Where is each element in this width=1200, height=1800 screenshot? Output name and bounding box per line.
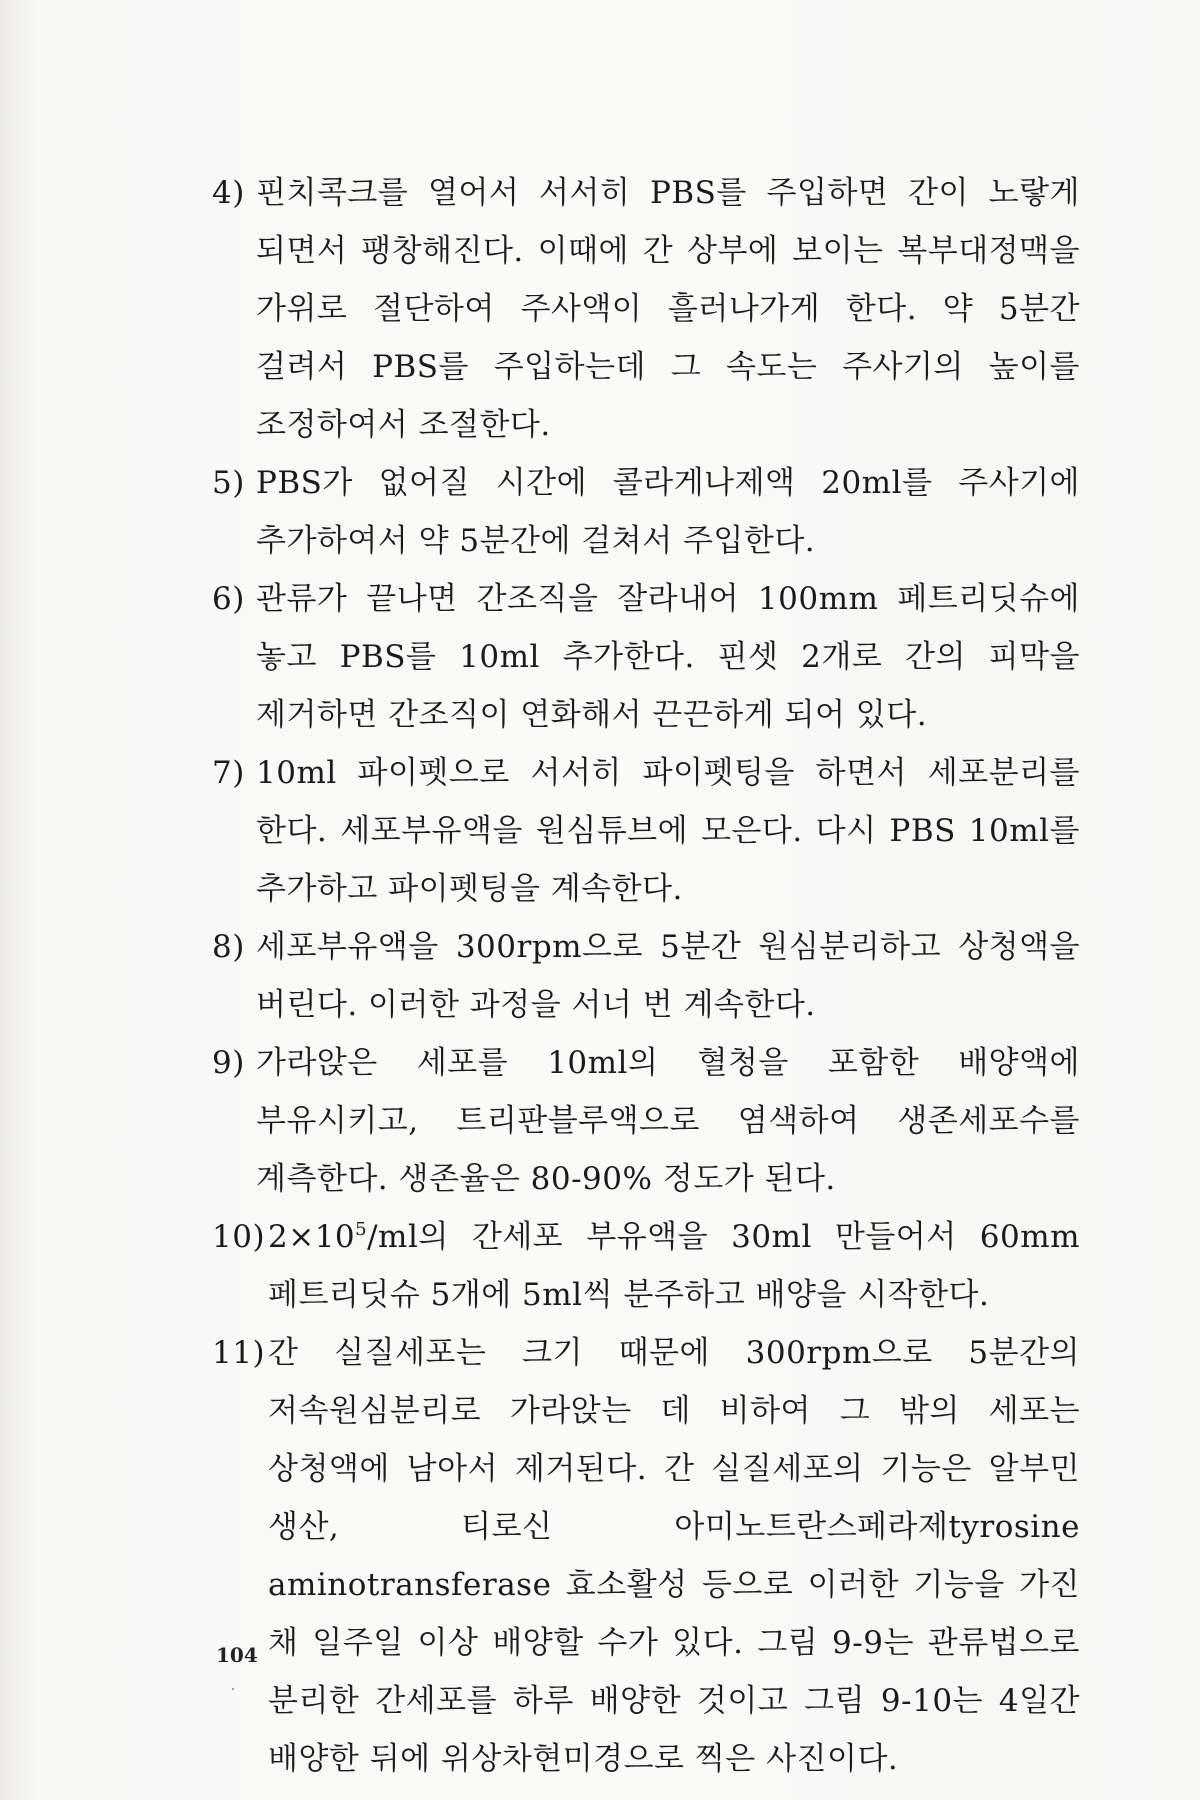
item-text: 가라앉은 세포를 10ml의 혈청을 포함한 배양액에 부유시키고, 트리판블루액으로 염색하여 생존세포수를 계측한다. 생존율은 80-90% 정도가 된다. [256,1045,1080,1197]
item-text: 간 실질세포는 크기 때문에 300rpm으로 5분간의 저속원심분리로 가라앉는 데 비하여 그 밖의 세포는 상청액에 남아서 제거된다. 간 실질세포의 기능은 알부민 생산, 티로신 아미노트란스페라제tyrosine aminotransferase 효소활성 등으로 이러한 기능을 가진 채 일주일 이상 배양할 수가 있다. 그림 9-9는 관류법으로 분리한 간세포를 하루 배양한 것이고 그림 9-10는 4일간 배양한 뒤에 위상차현미경으로 찍은 사진이다. [268,1335,1080,1777]
list-item-10 [212,1208,1080,1324]
item-number: 4) [212,175,245,211]
list-item-9 [212,1034,1080,1208]
item-number: 5) [212,465,245,501]
scan-speck [232,1688,234,1690]
page-number: 104 [216,1643,258,1667]
item-text: 세포부유액을 300rpm으로 5분간 원심분리하고 상청액을 버린다. 이러한 과정을 서너 번 계속한다. [256,929,1080,1023]
item-number: 8) [212,929,245,965]
list-item-11 [212,1324,1080,1788]
item-text-before-exponent: 2×10 [268,1219,356,1255]
item-number: 6) [212,581,245,617]
item-text-after-exponent: /ml의 간세포 부유액을 30ml 만들어서 60mm 페트리딧슈 5개에 5ml씩 분주하고 배양을 시작한다. [268,1219,1080,1313]
list-item-7 [212,744,1080,918]
item-number: 10) [212,1219,266,1255]
item-number: 7) [212,755,245,791]
list-item-5 [212,454,1080,570]
list-item-4 [212,164,1080,454]
list-item-8 [212,918,1080,1034]
item-text: 핀치콕크를 열어서 서서히 PBS를 주입하면 간이 노랗게 되면서 팽창해진다. 이때에 간 상부에 보이는 복부대정맥을 가위로 절단하여 주사액이 흘러나가게 한다. 약 5분간 걸려서 PBS를 주입하는데 그 속도는 주사기의 높이를 조정하여서 조절한다. [256,175,1080,443]
item-text [268,1208,1080,1324]
item-text: PBS가 없어질 시간에 콜라게나제액 20ml를 주사기에 추가하여서 약 5분간에 걸쳐서 주입한다. [256,465,1080,559]
document-body [212,164,1080,1788]
item-text: 관류가 끝나면 간조직을 잘라내어 100mm 페트리딧슈에 놓고 PBS를 10ml 추가한다. 핀셋 2개로 간의 피막을 제거하면 간조직이 연화해서 끈끈하게 되어 있다. [256,581,1080,733]
item-number: 9) [212,1045,245,1081]
list-item-6 [212,570,1080,744]
exponent: 5 [355,1219,368,1240]
item-text: 10ml 파이펫으로 서서히 파이펫팅을 하면서 세포분리를 한다. 세포부유액을 원심튜브에 모은다. 다시 PBS 10ml를 추가하고 파이펫팅을 계속한다. [256,755,1080,907]
item-number: 11) [212,1335,266,1371]
